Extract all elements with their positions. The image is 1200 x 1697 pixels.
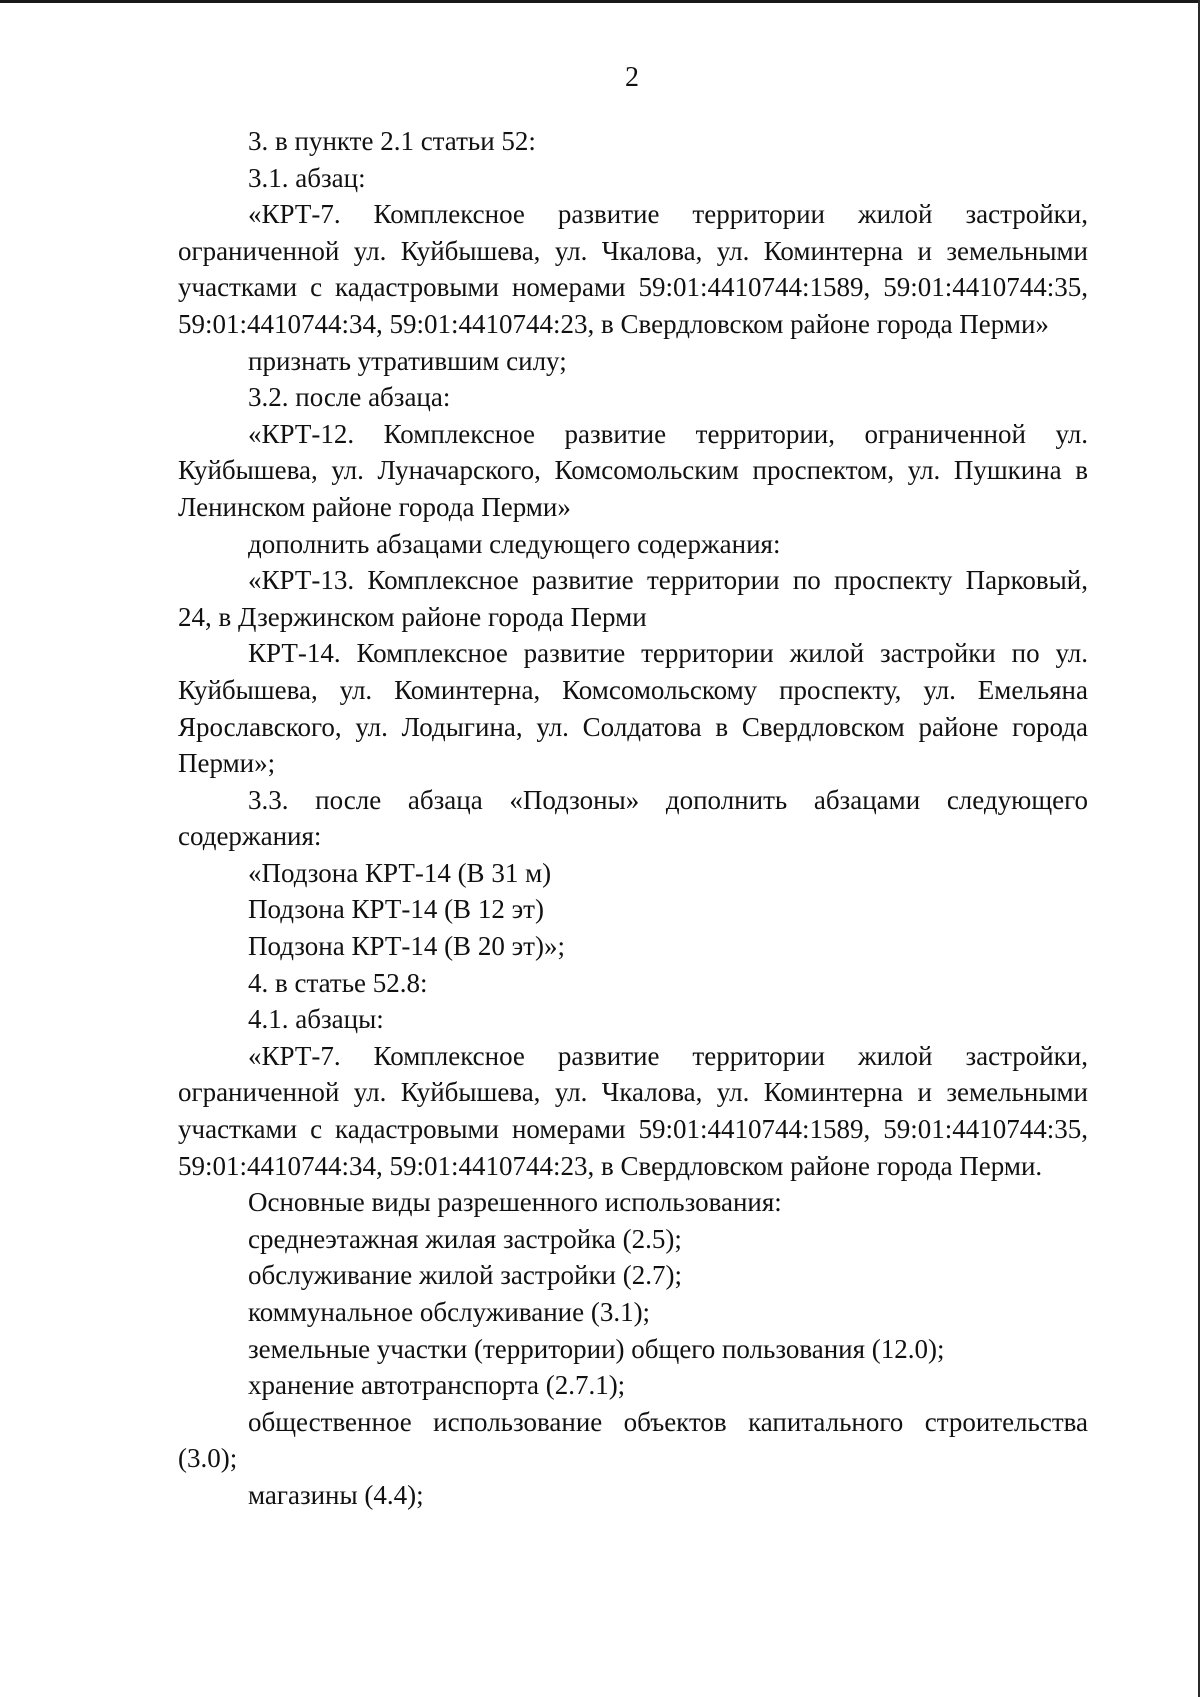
paragraph-quote-krt12: «КРТ-12. Комплексное развитие территории, ограниченной ул. Куйбышева, ул. Луначарского, Комсомольским проспектом, ул. Пушкина в Ленинском районе города Перми» xyxy=(178,418,1088,522)
paragraph-subzone-1: «Подзона КРТ-14 (В 31 м) xyxy=(248,857,552,888)
paragraph-item-4: 4. в статье 52.8: xyxy=(248,967,428,998)
paragraph-item-3-3: 3.3. после абзаца «Подзоны» дополнить абзацами следующего содержания: xyxy=(178,784,1088,852)
paragraph-krt14: КРТ-14. Комплексное развитие территории жилой застройки по ул. Куйбышева, ул. Коминтерна, Комсомольскому проспекту, ул. Емельяна Ярославского, ул. Лодыгина, ул. Солдатова в Свердловском районе города Перми»; xyxy=(178,638,1088,779)
list-item-use-2-7-1: хранение автотранспорта (2.7.1); xyxy=(248,1370,626,1401)
paragraph-main-uses-heading: Основные виды разрешенного использования: xyxy=(248,1187,782,1218)
paragraph-quote-krt13: «КРТ-13. Комплексное развитие территории по проспекту Парковый, 24, в Дзержинском районе города Перми xyxy=(178,565,1088,632)
paragraph-subzone-2: Подзона КРТ-14 (В 12 эт) xyxy=(248,894,544,925)
paragraph-quote-krt7-second: «КРТ-7. Комплексное развитие территории жилой застройки, ограниченной ул. Куйбышева, ул. Чкалова, ул. Коминтерна и земельными участками с кадастровыми номерами 59:01:4410744:1589, 59:01:4410744:35, 59:01:4410744:34, 59:01:4410744:23, в Свердловском районе города Перми. xyxy=(178,1040,1088,1181)
paragraph-item-4-1: 4.1. абзацы: xyxy=(248,1004,384,1035)
page-number: 2 xyxy=(625,62,639,93)
paragraph-quote-krt7: «КРТ-7. Комплексное развитие территории жилой застройки, ограниченной ул. Куйбышева, ул. Чкалова, ул. Коминтерна и земельными участками с кадастровыми номерами 59:01:4410744:1589, 59:01:4410744:35, 59:01:4410744:34, 59:01:4410744:23, в Свердловском районе города Перми» xyxy=(178,199,1088,339)
paragraph-item-3-1: 3.1. абзац: xyxy=(248,162,366,193)
paragraph-item-3-2: 3.2. после абзаца: xyxy=(248,382,451,413)
paragraph-subzone-3: Подзона КРТ-14 (В 20 эт)»; xyxy=(248,931,565,962)
paragraph-add-intro: дополнить абзацами следующего содержания: xyxy=(248,528,781,559)
list-item-use-3-1: коммунальное обслуживание (3.1); xyxy=(248,1297,651,1327)
list-item-use-2-7: обслуживание жилой застройки (2.7); xyxy=(248,1260,682,1291)
list-item-use-12-0: земельные участки (территории) общего пользования (12.0); xyxy=(248,1333,945,1364)
paragraph-item-3: 3. в пункте 2.1 статьи 52: xyxy=(248,126,536,156)
list-item-use-3-0: общественное использование объектов капитального строительства (3.0); xyxy=(178,1406,1088,1474)
page-edge-top xyxy=(0,0,1200,3)
list-item-use-2-5: среднеэтажная жилая застройка (2.5); xyxy=(248,1223,682,1254)
list-item-use-4-4: магазины (4.4); xyxy=(248,1479,424,1510)
paragraph-repeal: признать утратившим силу; xyxy=(248,345,567,376)
document-body xyxy=(178,123,1088,1514)
